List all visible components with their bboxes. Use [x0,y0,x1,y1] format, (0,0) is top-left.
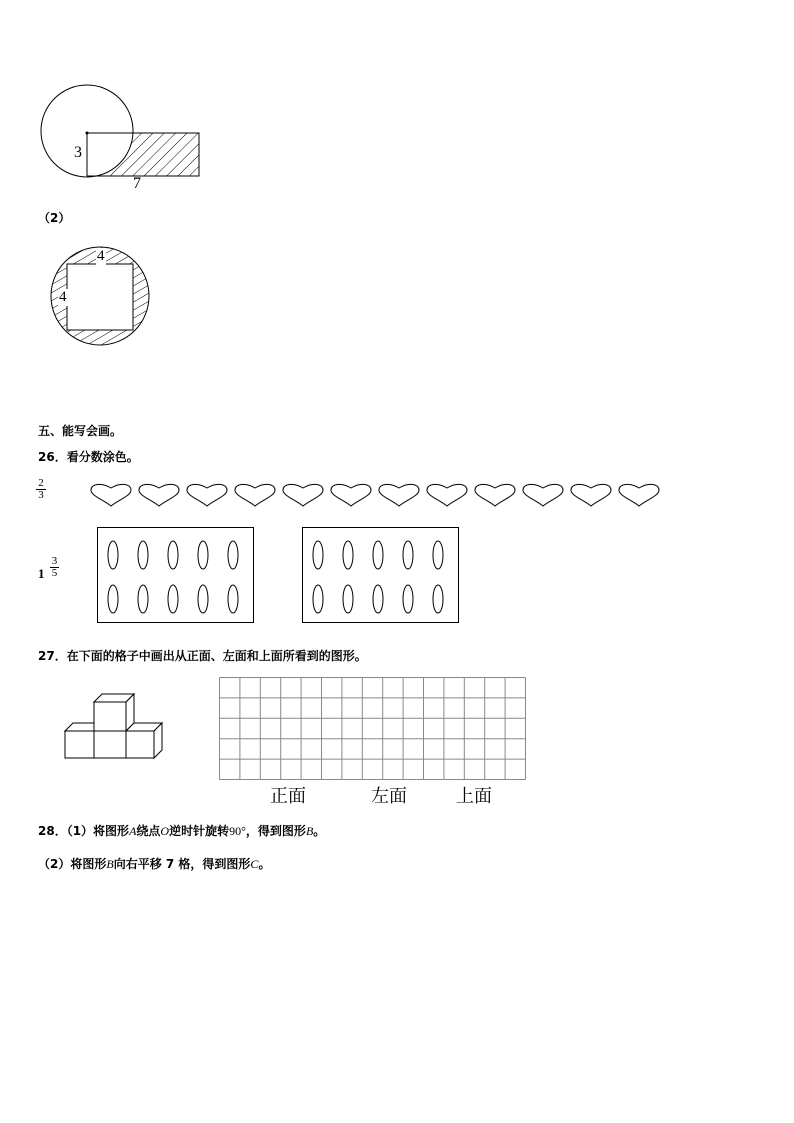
inscribed-square [67,264,133,330]
oval-shape[interactable] [403,585,413,613]
point-o-label: O [160,824,170,838]
figure2-left-label: 4 [59,289,67,305]
heart-shape[interactable] [235,484,275,506]
oval-shape[interactable] [403,541,413,569]
q28-line1-mid2: 逆时针旋转 [169,824,230,838]
sub-question-2-label: （2） [38,211,71,225]
circle-rectangle-figure [36,80,206,195]
ovals-box-1 [97,527,255,624]
heart-shape[interactable] [379,484,419,506]
mixed-fraction-part [50,556,59,579]
oval-shape[interactable] [168,585,178,613]
figure2-top-label: 4 [97,248,105,264]
heart-shape[interactable] [331,484,371,506]
question-28-line-1 [38,822,325,839]
question-27-title: 27．在下面的格子中画出从正面、左面和上面所看到的图形。 [38,649,367,663]
fraction-denominator: 3 [36,489,46,501]
fraction-numerator: 2 [38,477,44,489]
heart-shape[interactable] [283,484,323,506]
cube-stack-figure [62,688,167,762]
oval-shape[interactable] [313,585,323,613]
oval-shape[interactable] [373,585,383,613]
oval-shape[interactable] [433,585,443,613]
heart-shape[interactable] [475,484,515,506]
shape-b-label-2: B [106,857,114,871]
view-label-left: 左面 [371,786,407,806]
oval-shape[interactable] [108,585,118,613]
shape-a-label: A [129,824,137,838]
q28-line2-end: 。 [258,857,271,871]
oval-shape[interactable] [313,541,323,569]
heart-shape[interactable] [571,484,611,506]
oval-shape[interactable] [228,541,238,569]
fraction-numerator: 3 [51,555,58,567]
oval-shape[interactable] [373,541,383,569]
figure1-height-label: 3 [74,144,82,161]
heart-shape[interactable] [523,484,563,506]
figure1-width-label: 7 [133,175,141,192]
fraction-denominator: 5 [51,567,58,579]
section-5-title: 五、能写会画。 [38,424,123,438]
fraction-two-thirds [36,478,46,501]
q28-line1-end: 。 [313,824,326,838]
question-28-line-2 [38,855,270,872]
heart-shape[interactable] [427,484,467,506]
q28-line2-prefix: （2）将图形 [38,857,107,871]
q28-line1-prefix: 28．（1）将图形 [38,824,130,838]
heart-shape[interactable] [91,484,131,506]
rotation-angle: 90° [229,824,246,838]
mixed-whole: 1 [38,566,45,581]
center-point [86,132,89,135]
oval-shape[interactable] [343,541,353,569]
heart-shape[interactable] [187,484,227,506]
view-label-front: 正面 [270,786,306,806]
question-26-title: 26．看分数涂色。 [38,450,139,464]
oval-shape[interactable] [168,541,178,569]
oval-shape[interactable] [343,585,353,613]
oval-shape[interactable] [138,541,148,569]
view-label-top: 上面 [456,786,492,806]
hearts-row [88,482,663,508]
oval-shape[interactable] [198,541,208,569]
oval-shape[interactable] [108,541,118,569]
ovals-box-2 [302,527,460,624]
q28-line1-mid3: ，得到图形 [245,824,306,838]
shape-c-label: C [250,857,259,871]
oval-shape[interactable] [198,585,208,613]
q28-line1-mid1: 绕点 [136,824,161,838]
oval-shape[interactable] [228,585,238,613]
shape-b-label: B [305,824,314,838]
q28-line2-mid: 向右平移 7 格，得到图形 [113,857,251,871]
heart-shape[interactable] [619,484,659,506]
oval-shape[interactable] [138,585,148,613]
heart-shape[interactable] [139,484,179,506]
drawing-grid[interactable] [219,677,526,780]
oval-shape[interactable] [433,541,443,569]
